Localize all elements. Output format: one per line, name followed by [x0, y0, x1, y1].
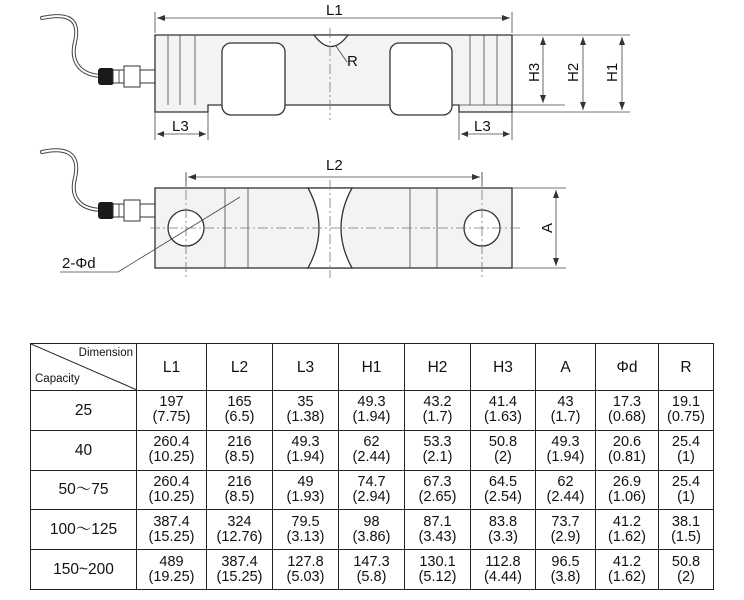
dimension-cell [596, 391, 659, 431]
dimension-mm: 25.4 [671, 473, 701, 490]
dimension-cell [659, 550, 714, 590]
dimension-cell [339, 430, 405, 470]
dimension-mm: 489 [159, 553, 184, 570]
side-view-cable [42, 16, 104, 76]
dimension-inch: (1.62) [608, 528, 646, 545]
dimension-mm: 62 [557, 473, 574, 490]
dimension-inch: (7.75) [152, 409, 191, 426]
dimension-cell [659, 430, 714, 470]
dimension-inch: (2.9) [550, 528, 581, 545]
table-corner-cell [31, 344, 137, 391]
dimension-cell [273, 430, 339, 470]
dimension-mm: 87.1 [423, 513, 452, 530]
capacity-cell: 50～75 [31, 470, 137, 510]
label-l2: L2 [326, 157, 343, 174]
dimension-cell [659, 470, 714, 510]
table-row [31, 470, 714, 510]
dimension-cell [659, 510, 714, 550]
dimension-cell [137, 391, 207, 431]
dimension-inch: (2.94) [352, 488, 391, 505]
dimension-inch: (8.5) [224, 449, 255, 466]
label-l3-left: L3 [172, 118, 189, 135]
dimension-mm: 53.3 [423, 434, 452, 451]
dimension-inch: (3.3) [488, 528, 518, 545]
dimension-inch: (2.65) [418, 488, 457, 505]
label-h2: H2 [565, 62, 582, 82]
dimension-mm: 41.2 [612, 513, 642, 530]
dimension-cell [207, 550, 273, 590]
corner-capacity-label: Capacity [35, 373, 80, 385]
dimension-inch: (2.44) [352, 449, 391, 466]
dimension-inch: (2.54) [484, 488, 522, 505]
dimension-cell [596, 510, 659, 550]
dimension-inch: (10.25) [148, 449, 195, 466]
dimension-inch: (0.68) [608, 409, 646, 426]
capacity-cell: 150~200 [31, 550, 137, 590]
dimension-mm: 260.4 [153, 434, 190, 451]
side-view-left-window [222, 43, 285, 115]
dimension-cell [596, 470, 659, 510]
capacity-cell: 100～125 [31, 510, 137, 550]
dimension-mm: 197 [159, 394, 184, 411]
dimension-cell [536, 430, 596, 470]
dimension-mm: 74.7 [357, 473, 386, 490]
dimension-mm: 147.3 [353, 553, 390, 570]
dimension-mm: 216 [227, 434, 252, 451]
dimension-mm: 43 [557, 394, 574, 411]
table-body [31, 391, 714, 590]
column-header: H1 [339, 344, 405, 391]
column-header: L1 [137, 344, 207, 391]
dimension-mm: 26.9 [612, 473, 642, 490]
column-header: H2 [405, 344, 471, 391]
dimension-inch: (1.94) [286, 449, 325, 466]
dimension-mm: 50.8 [671, 553, 701, 570]
dimension-cell [137, 550, 207, 590]
dimension-inch: (1.94) [546, 449, 585, 466]
dimension-mm: 49.3 [551, 434, 580, 451]
dimension-inch: (1.63) [484, 409, 522, 426]
capacity-cell: 40 [31, 430, 137, 470]
dimension-mm: 49.3 [357, 394, 386, 411]
dimension-inch: (5.12) [418, 568, 457, 585]
dimension-mm: 41.2 [612, 553, 642, 570]
dimension-inch: (4.44) [484, 568, 522, 585]
dimension-inch: (0.75) [667, 409, 705, 426]
dimension-mm: 260.4 [153, 473, 190, 490]
plan-view-cable-gland [98, 200, 155, 221]
column-header: R [659, 344, 714, 391]
dimension-mm: 19.1 [671, 394, 701, 411]
dimension-inch: (2) [494, 449, 512, 466]
dimension-mm: 387.4 [153, 513, 190, 530]
column-header: L2 [207, 344, 273, 391]
dimension-mm: 35 [297, 394, 314, 411]
dimension-mm: 50.8 [488, 434, 518, 451]
dimension-table [30, 343, 714, 590]
dimension-inch: (3.43) [418, 528, 457, 545]
dimension-inch: (1.7) [550, 409, 581, 426]
dimension-cell [207, 510, 273, 550]
dimension-mm: 130.1 [419, 553, 456, 570]
dimension-inch: (1.62) [608, 568, 646, 585]
dimension-mm: 62 [363, 434, 380, 451]
capacity-cell: 25 [31, 391, 137, 431]
dimension-cell [471, 391, 536, 431]
dimension-inch: (1.5) [671, 528, 701, 545]
dimension-mm: 216 [227, 473, 252, 490]
dimension-mm: 49 [297, 473, 314, 490]
dimension-inch: (1.7) [422, 409, 453, 426]
dimension-cell [339, 470, 405, 510]
dimension-cell [273, 391, 339, 431]
dimension-mm: 165 [227, 394, 252, 411]
dimension-cell [207, 470, 273, 510]
dimension-mm: 67.3 [423, 473, 452, 490]
table-row [31, 550, 714, 590]
label-a: A [539, 222, 556, 233]
dimension-mm: 17.3 [612, 394, 642, 411]
dimension-cell [536, 550, 596, 590]
dimension-cell [659, 391, 714, 431]
label-h1: H1 [604, 62, 621, 82]
dimension-mm: 324 [227, 513, 252, 530]
table-row [31, 391, 714, 431]
dimension-cell [273, 510, 339, 550]
dimension-inch: (3.86) [352, 528, 391, 545]
dimension-mm: 41.4 [488, 394, 518, 411]
dimension-inch: (1.38) [286, 409, 325, 426]
dimension-cell [339, 391, 405, 431]
dimension-cell [536, 391, 596, 431]
table-header-row [31, 344, 714, 391]
side-view [42, 2, 630, 140]
column-header: H3 [471, 344, 536, 391]
dimension-cell [339, 510, 405, 550]
dimension-inch: (0.81) [608, 449, 646, 466]
dimension-inch: (6.5) [224, 409, 255, 426]
corner-dimension-label: Dimension [78, 347, 133, 359]
dimension-inch: (3.8) [550, 568, 581, 585]
dimension-cell [536, 510, 596, 550]
dimension-cell [596, 550, 659, 590]
label-hole-diameter: 2-Φd [62, 255, 96, 272]
plan-view [42, 150, 566, 278]
dimension-mm: 49.3 [291, 434, 320, 451]
dimension-mm: 83.8 [488, 513, 518, 530]
dimension-cell [339, 550, 405, 590]
dimension-cell [207, 430, 273, 470]
dimension-mm: 64.5 [488, 473, 518, 490]
dimension-mm: 79.5 [291, 513, 320, 530]
dimension-inch: (12.76) [216, 528, 263, 545]
label-l3-right: L3 [474, 118, 491, 135]
dimension-cell [471, 510, 536, 550]
dimension-inch: (2.1) [422, 449, 453, 466]
dimension-inch: (2) [677, 568, 695, 585]
dimension-mm: 96.5 [551, 553, 580, 570]
dimension-mm: 20.6 [612, 434, 642, 451]
dimension-cell [137, 430, 207, 470]
dimension-cell [405, 470, 471, 510]
dimension-inch: (2.44) [546, 488, 585, 505]
dimension-cell [273, 470, 339, 510]
dimension-mm: 38.1 [671, 513, 701, 530]
label-h3: H3 [526, 62, 543, 82]
column-header: A [536, 344, 596, 391]
dimension-cell [471, 550, 536, 590]
dimension-cell [596, 430, 659, 470]
dimension-mm: 43.2 [423, 394, 452, 411]
dimension-inch: (3.13) [286, 528, 325, 545]
table-row [31, 510, 714, 550]
dimension-inch: (1.93) [286, 488, 325, 505]
plan-view-cable [42, 150, 104, 210]
dimension-cell [207, 391, 273, 431]
dimension-cell [471, 430, 536, 470]
column-header: L3 [273, 344, 339, 391]
dimension-inch: (1) [677, 488, 695, 505]
dimension-inch: (15.25) [148, 528, 195, 545]
dimension-cell [137, 510, 207, 550]
dimension-mm: 98 [363, 513, 380, 530]
dimension-cell [405, 550, 471, 590]
label-l1: L1 [326, 2, 343, 19]
dimension-mm: 387.4 [221, 553, 258, 570]
side-view-right-window [390, 43, 452, 115]
dimension-inch: (5.03) [286, 568, 325, 585]
label-r: R [347, 53, 358, 70]
dimension-mm: 112.8 [485, 553, 521, 570]
dimension-inch: (8.5) [224, 488, 255, 505]
dimension-cell [273, 550, 339, 590]
dimension-inch: (15.25) [216, 568, 263, 585]
dimension-cell [405, 430, 471, 470]
dimension-cell [536, 470, 596, 510]
dimension-cell [471, 470, 536, 510]
column-header: Φd [596, 344, 659, 391]
dimension-cell [137, 470, 207, 510]
dimension-cell [405, 391, 471, 431]
dimension-inch: (10.25) [148, 488, 195, 505]
dimension-mm: 73.7 [551, 513, 580, 530]
dimension-inch: (1.06) [608, 488, 646, 505]
table-row [31, 430, 714, 470]
dimension-inch: (1.94) [352, 409, 391, 426]
dimension-inch: (19.25) [148, 568, 195, 585]
dimension-inch: (5.8) [356, 568, 387, 585]
dimension-mm: 127.8 [287, 553, 324, 570]
side-view-cable-gland [98, 66, 155, 87]
dimension-inch: (1) [677, 449, 695, 466]
dimension-mm: 25.4 [671, 434, 701, 451]
dimension-cell [405, 510, 471, 550]
